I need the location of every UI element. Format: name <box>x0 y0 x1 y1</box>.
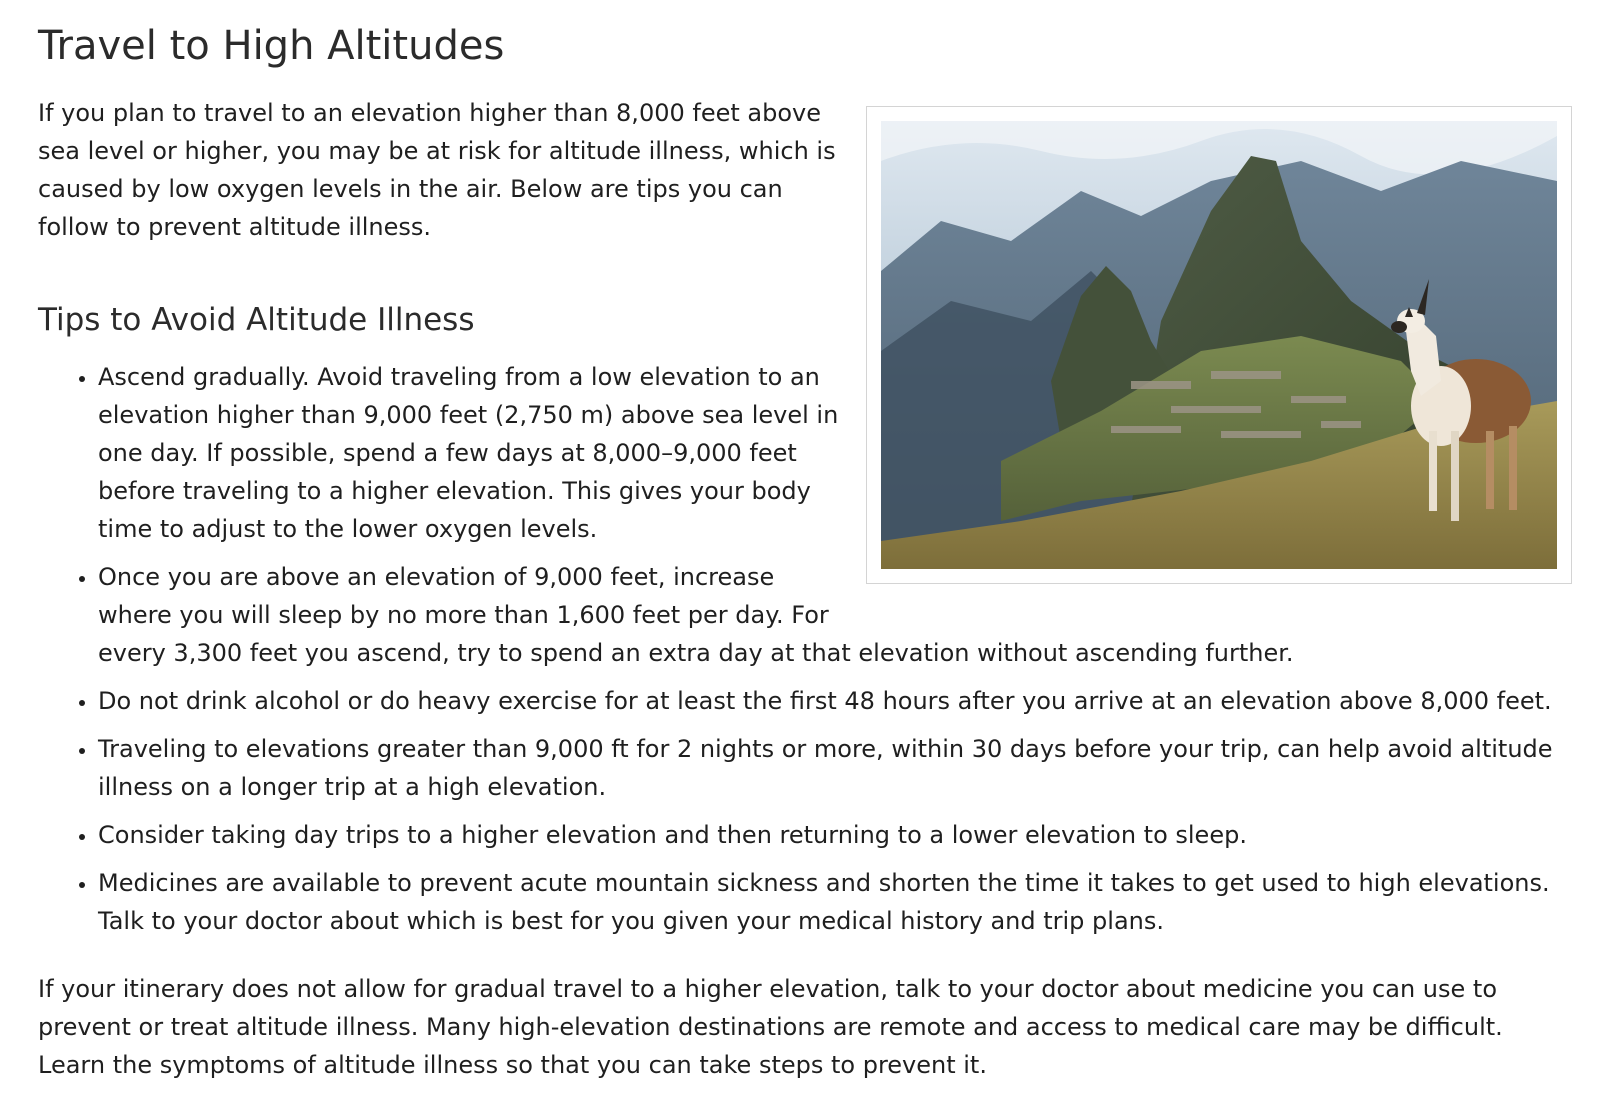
list-item: • Once you are above an elevation of 9,000 feet, increase where you will sleep by no more than 1,600 feet per day. For every 3,300 feet you ascend, try to spend an extra day at that elevation without ascending further. <box>98 558 1562 672</box>
page-title: Travel to High Altitudes <box>38 23 505 69</box>
mountain-llama-photo <box>866 106 1572 584</box>
list-item: • Consider taking day trips to a higher elevation and then returning to a lower elevation to sleep. <box>98 816 1562 854</box>
list-item: • Traveling to elevations greater than 9,000 ft for 2 nights or more, within 30 days before your trip, can help avoid altitude illness on a longer trip at a high elevation. <box>98 730 1562 806</box>
closing-paragraph: If your itinerary does not allow for gradual travel to a higher elevation, talk to your doctor about medicine you can use to prevent or treat altitude illness. Many high-elevation destinations are remote and access to medical care may be difficult. Learn the symptoms of altitude illness so that you can take steps to prevent it. <box>38 975 1503 1079</box>
photo-illustration <box>881 121 1557 569</box>
list-item: • Medicines are available to prevent acute mountain sickness and shorten the time it takes to get used to high elevations. Talk to your doctor about which is best for you given your medical history and trip plans. <box>98 864 1562 940</box>
intro-paragraph: If you plan to travel to an elevation higher than 8,000 feet above sea level or higher, you may be at risk for altitude illness, which is caused by low oxygen levels in the air. Below are tips you can follow to prevent altitude illness. <box>38 99 836 241</box>
list-item: • Do not drink alcohol or do heavy exercise for at least the first 48 hours after you arrive at an elevation above 8,000 feet. <box>98 682 1562 720</box>
tips-heading: Tips to Avoid Altitude Illness <box>38 302 475 338</box>
list-item: • Ascend gradually. Avoid traveling from a low elevation to an elevation higher than 9,000 feet (2,750 m) above sea level in one day. If possible, spend a few days at 8,000–9,000 feet before traveling to a higher elevation. This gives your body time to adjust to the lower oxygen levels. <box>98 358 1562 548</box>
